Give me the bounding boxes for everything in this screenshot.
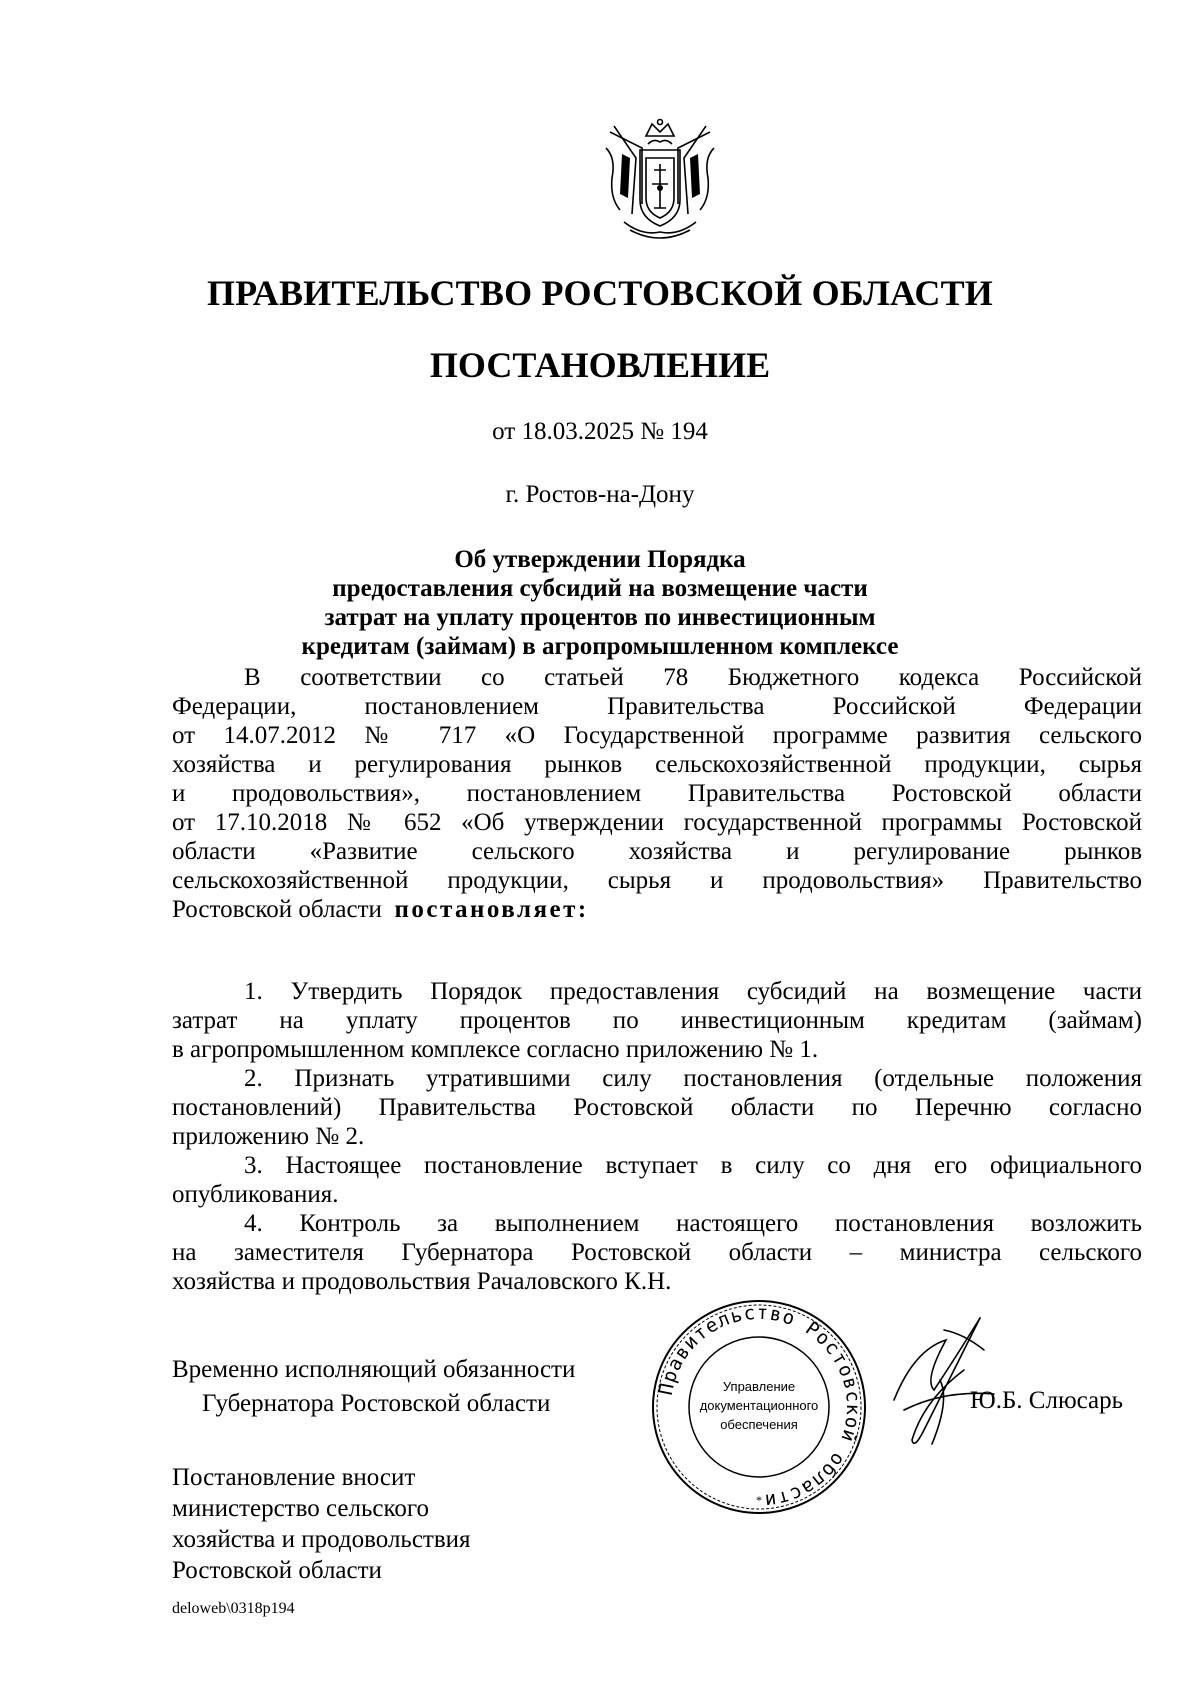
document-city: г. Ростов-на-Дону bbox=[505, 481, 695, 508]
item-4-line: на заместителя Губернатора Ростовской области – министра сельского bbox=[172, 1239, 1142, 1266]
document-subject bbox=[0, 545, 1200, 661]
item-3-line: опубликования. bbox=[172, 1181, 339, 1208]
preamble-line: сельскохозяйственной продукции, сырья и продовольствия» Правительство bbox=[172, 867, 1142, 894]
subject-line: затрат на уплату процентов по инвестиционным bbox=[324, 604, 876, 631]
item-4-line: хозяйства и продовольствия Рачаловского К.Н. bbox=[172, 1268, 672, 1295]
stamp-inner-line: Управление bbox=[722, 1379, 796, 1394]
coat-of-arms-emblem bbox=[602, 118, 718, 246]
subject-line: кредитам (займам) в агропромышленном комплексе bbox=[301, 633, 899, 660]
star-icon: * bbox=[756, 1493, 762, 1507]
document-type: ПОСТАНОВЛЕНИЕ bbox=[429, 345, 771, 385]
official-stamp bbox=[648, 1296, 870, 1518]
signatory-position bbox=[172, 1353, 575, 1421]
preamble-line: Федерации, постановлением Правительства Российской Федерации bbox=[172, 693, 1142, 720]
item-1-line: затрат на уплату процентов по инвестиционным кредитам (займам) bbox=[172, 1007, 1142, 1034]
government-title: ПРАВИТЕЛЬСТВО РОСТОВСКОЙ ОБЛАСТИ bbox=[206, 273, 994, 313]
preamble-line: от 14.07.2012 № 717 «О Государственной программе развития сельского bbox=[172, 722, 1142, 749]
signatory-name: Ю.Б. Слюсарь bbox=[970, 1387, 1124, 1414]
signatory-position-line: Губернатора Ростовской области bbox=[202, 1390, 551, 1417]
resolves-keyword: постановляет: bbox=[394, 896, 589, 923]
item-2-line: 2. Признать утратившими силу постановления (отдельные положения bbox=[244, 1065, 1142, 1092]
preamble-line: области «Развитие сельского хозяйства и регулирование рынков bbox=[172, 838, 1142, 865]
preamble-line: и продовольствия», постановлением Правительства Ростовской области bbox=[172, 780, 1142, 807]
stamp-ring-text: Правительство Ростовской области bbox=[654, 1301, 865, 1512]
subject-line: предоставления субсидий на возмещение части bbox=[332, 575, 868, 602]
preamble-last-line bbox=[172, 895, 1142, 924]
resolution-items bbox=[172, 977, 1142, 1296]
introducer-line: хозяйства и продовольствия bbox=[172, 1526, 471, 1553]
introducer-line: Постановление вносит bbox=[172, 1464, 416, 1491]
signatory-position-line: Временно исполняющий обязанности bbox=[172, 1356, 576, 1383]
introducer-line: министерство сельского bbox=[172, 1495, 429, 1522]
item-2-line: постановлений) Правительства Ростовской области по Перечню согласно bbox=[172, 1094, 1142, 1121]
introducer-block bbox=[172, 1462, 471, 1586]
preamble-line: от 17.10.2018 № 652 «Об утверждении государственной программы Ростовской bbox=[172, 809, 1142, 836]
document-date-number: от 18.03.2025 № 194 bbox=[492, 418, 708, 445]
preamble-line: хозяйства и регулирования рынков сельскохозяйственной продукции, сырья bbox=[172, 751, 1142, 778]
item-1-line: 1. Утвердить Порядок предоставления субсидий на возмещение части bbox=[244, 978, 1142, 1005]
item-3-line: 3. Настоящее постановление вступает в силу со дня его официального bbox=[244, 1152, 1142, 1179]
subject-line: Об утверждении Порядка bbox=[454, 546, 746, 573]
stamp-inner-line: обеспечения bbox=[720, 1417, 798, 1432]
item-2-line: приложению № 2. bbox=[172, 1123, 365, 1150]
preamble-line: В соответствии со статьей 78 Бюджетного кодекса Российской bbox=[244, 664, 1142, 691]
introducer-line: Ростовской области bbox=[172, 1557, 382, 1584]
preamble-paragraph bbox=[172, 663, 1142, 924]
handwritten-signature bbox=[884, 1310, 1014, 1458]
stamp-inner-line: документационного bbox=[699, 1398, 819, 1413]
preamble-last-text: Ростовской области bbox=[172, 896, 382, 923]
item-4-line: 4. Контроль за выполнением настоящего постановления возложить bbox=[244, 1210, 1142, 1237]
file-reference: deloweb\0318p194 bbox=[172, 1600, 295, 1617]
item-1-line: в агропромышленном комплексе согласно приложению № 1. bbox=[172, 1036, 819, 1063]
